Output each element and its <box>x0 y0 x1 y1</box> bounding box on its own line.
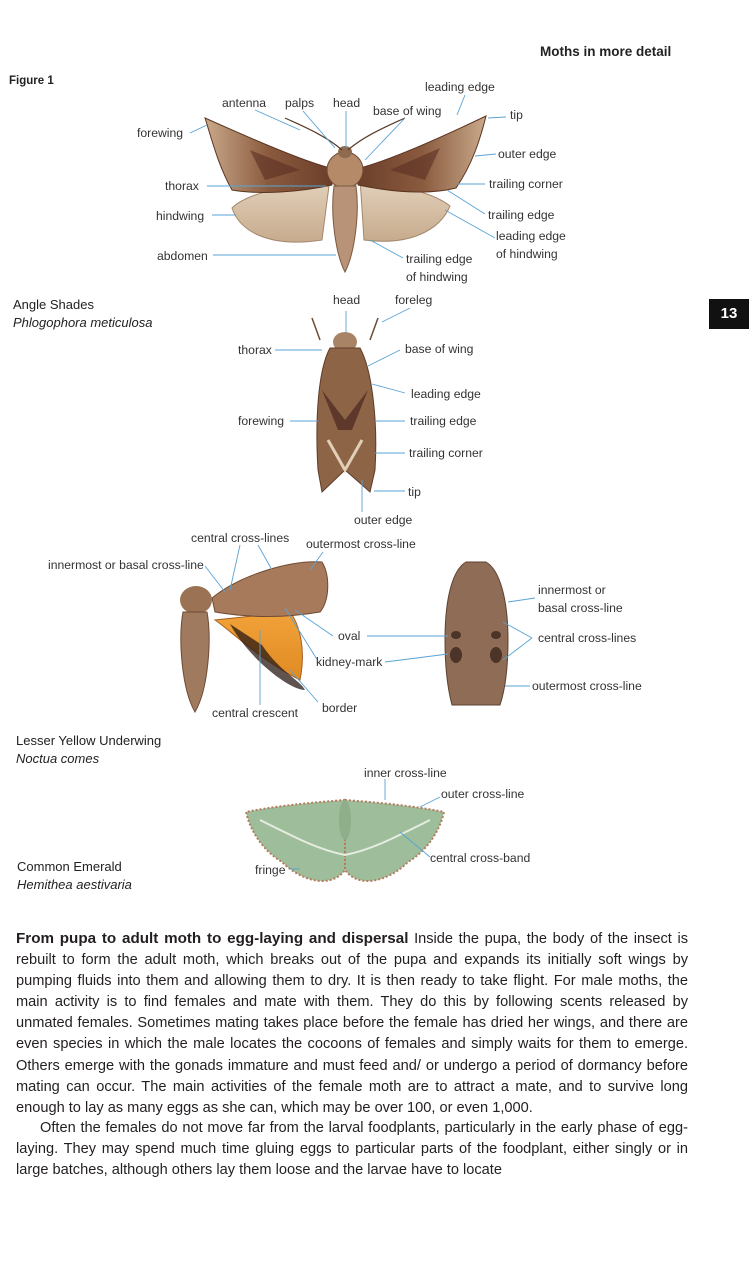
label-head: head <box>333 96 361 110</box>
caption-common-name: Common Emerald <box>17 859 122 874</box>
label-leading-edge: leading edge <box>425 80 495 94</box>
label-central-crescent: central crescent <box>212 706 299 720</box>
caption-scientific-name: Hemithea aestivaria <box>17 877 132 892</box>
caption-scientific-name: Phlogophora meticulosa <box>13 315 153 330</box>
label-abdomen: abdomen <box>157 249 208 263</box>
label-leading-edge-hindwing-2: of hindwing <box>496 247 558 261</box>
paragraph-text: Inside the pupa, the body of the insect is rebuilt to form the adult moth, which breaks out of the pupa and expands its initially soft wings by pumping fluids into them and allowing them to dry. It is then ready to take flight. For male moths, the main activity is to find females and mate with them. They do this by following scents released by unmated females. Sometimes mating takes place before the female has dried her wings, and there are even species in which the male locates the cocoons of females and simply waits for them to emerge. Others emerge with the gonads immature and must feed and/ or undergo a period of dormancy before mating can occur. The main activities of the female moth are to attract a mate, and to survive long enough to lay as many eggs as she can, which may be over 100, or even 1,000. <box>16 931 689 1116</box>
label-innermost-basal-cross-line: innermost or basal cross-line <box>48 558 204 572</box>
label-trailing-edge: trailing edge <box>488 208 555 222</box>
body-paragraph-2 <box>16 1118 688 1181</box>
label-border: border <box>322 701 358 715</box>
caption-common-name: Lesser Yellow Underwing <box>16 733 162 748</box>
paragraph-text: Often the females do not move far from the larval foodplants, particularly in the early phase of egg-laying. They may spend much time gluing eggs to particular parts of the foodplant, either singly or in large batches, although others lay them loose and the larvae have to locate <box>16 1120 688 1179</box>
label-right-central-cross-lines: central cross-lines <box>538 631 637 645</box>
label-hindwing: hindwing <box>156 209 205 223</box>
label-tip: tip <box>510 108 523 122</box>
caption-emerald <box>17 858 132 894</box>
chapter-tab: 13 <box>709 299 749 329</box>
angle-shades-spread-illustration <box>205 116 486 272</box>
label-rest-tip: tip <box>408 485 421 499</box>
underwing-rest-illustration <box>445 562 508 705</box>
label-outer-cross-line: outer cross-line <box>441 787 525 801</box>
label-palps: palps <box>285 96 315 110</box>
label-rest-leading-edge: leading edge <box>411 387 481 401</box>
caption-common-name: Angle Shades <box>13 297 94 312</box>
body-paragraph-1 <box>16 928 688 1119</box>
caption-underwing <box>16 732 161 768</box>
underwing-spread-illustration <box>180 562 328 712</box>
label-thorax: thorax <box>165 179 199 193</box>
caption-scientific-name: Noctua comes <box>16 751 100 766</box>
label-trailing-corner: trailing corner <box>489 177 563 191</box>
figure-label: Figure 1 <box>9 75 54 87</box>
label-outer-edge: outer edge <box>498 147 557 161</box>
label-antenna: antenna <box>222 96 267 110</box>
label-fringe: fringe <box>255 863 286 877</box>
label-leading-edge-hindwing-1: leading edge <box>496 229 566 243</box>
label-outermost-cross-line: outermost cross-line <box>306 537 416 551</box>
angle-shades-rest-illustration <box>312 318 378 492</box>
label-right-innermost-2: basal cross-line <box>538 601 623 615</box>
label-right-outermost-cross-line: outermost cross-line <box>532 679 642 693</box>
caption-angle-shades <box>13 296 152 332</box>
label-rest-trailing-edge: trailing edge <box>410 414 477 428</box>
label-rest-forewing: forewing <box>238 414 285 428</box>
label-inner-cross-line: inner cross-line <box>364 766 447 780</box>
label-oval: oval <box>338 629 361 643</box>
label-kidney-mark: kidney-mark <box>316 655 383 669</box>
running-header: Moths in more detail <box>540 44 672 59</box>
label-rest-foreleg: foreleg <box>395 293 433 307</box>
label-rest-head: head <box>333 293 361 307</box>
label-rest-base-of-wing: base of wing <box>405 342 474 356</box>
label-rest-outer-edge: outer edge <box>354 513 413 527</box>
label-rest-thorax: thorax <box>238 343 272 357</box>
paragraph-heading: From pupa to adult moth to egg-laying and dispersal <box>16 930 409 947</box>
label-forewing: forewing <box>137 126 184 140</box>
label-central-cross-lines: central cross-lines <box>191 531 290 545</box>
label-base-of-wing: base of wing <box>373 104 442 118</box>
label-trailing-edge-hindwing-2: of hindwing <box>406 270 468 284</box>
label-rest-trailing-corner: trailing corner <box>409 446 483 460</box>
label-central-cross-band: central cross-band <box>430 851 531 865</box>
label-right-innermost-1: innermost or <box>538 583 606 597</box>
label-trailing-edge-hindwing-1: trailing edge <box>406 252 473 266</box>
